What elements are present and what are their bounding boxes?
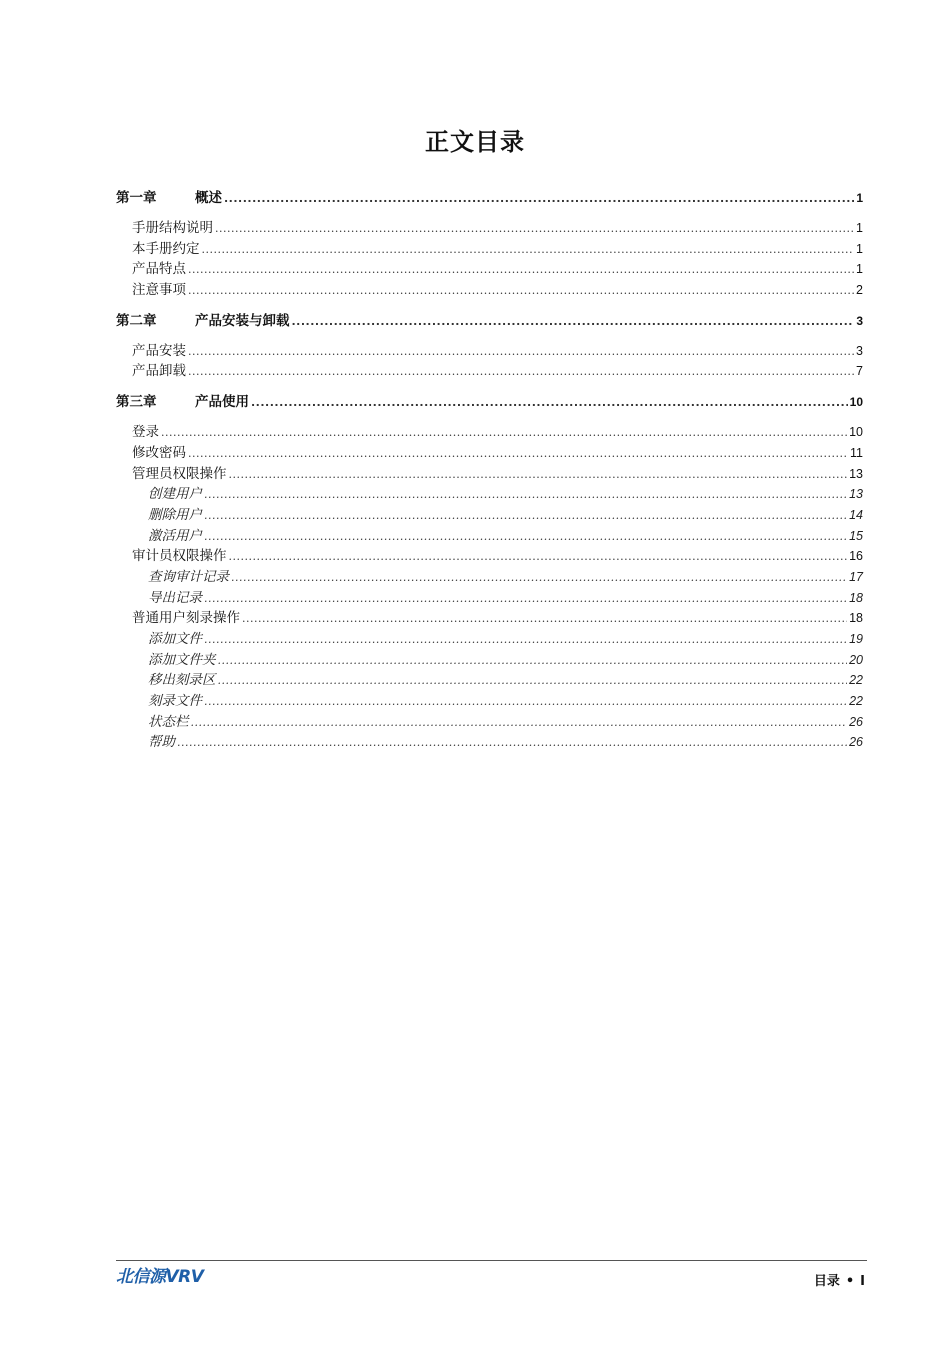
dot-leader — [202, 243, 855, 256]
toc-section[interactable] — [116, 339, 863, 360]
dot-leader — [218, 654, 848, 667]
toc-subsection[interactable] — [116, 586, 863, 607]
toc-subsection[interactable] — [116, 627, 863, 648]
toc-section[interactable] — [116, 420, 863, 441]
subsection-title: 导出记录 — [148, 589, 202, 606]
chapter-number: 第一章 — [116, 190, 157, 206]
toc-section[interactable] — [116, 462, 863, 483]
toc-subsection[interactable] — [116, 689, 863, 710]
dot-leader — [188, 263, 854, 276]
toc-section[interactable] — [116, 278, 863, 299]
dot-leader — [204, 488, 847, 501]
dot-leader — [188, 345, 854, 358]
toc-subsection[interactable] — [116, 524, 863, 545]
dot-leader — [231, 571, 847, 584]
subsection-title: 移出刻录区 — [148, 672, 216, 689]
footer-divider — [116, 1260, 867, 1261]
page-number: 15 — [849, 528, 863, 543]
section-title: 手册结构说明 — [132, 220, 213, 236]
footer-page-number: I — [860, 1274, 865, 1289]
page-number: 13 — [849, 487, 863, 502]
footer-section-label: 目录 — [813, 1274, 840, 1289]
dot-leader — [229, 550, 848, 563]
section-title: 本手册约定 — [132, 240, 200, 257]
table-of-contents — [116, 186, 863, 751]
page-number: 19 — [849, 632, 863, 646]
subsection-title: 添加文件 — [148, 631, 202, 647]
dot-leader — [292, 315, 855, 328]
page-number: 20 — [849, 652, 863, 667]
dot-leader — [204, 530, 847, 543]
toc-section[interactable] — [116, 237, 863, 258]
page-number: 1 — [856, 191, 863, 205]
page-number: 22 — [849, 673, 863, 688]
page-number: 18 — [849, 611, 863, 626]
section-title: 注意事项 — [132, 282, 186, 299]
footer-page-label — [814, 1270, 865, 1289]
page-number: 11 — [850, 445, 863, 460]
subsection-title: 创建用户 — [148, 486, 202, 503]
subsection-title: 查询审计记录 — [148, 568, 229, 585]
page-title: 正文目录 — [425, 128, 525, 156]
page-number: 16 — [849, 549, 863, 564]
page-number: 10 — [849, 425, 863, 440]
section-title: 审计员权限操作 — [132, 548, 227, 565]
page-number: 3 — [856, 313, 863, 328]
section-title: 管理员权限操作 — [132, 465, 227, 482]
brand-logo: 北信源VRV — [116, 1267, 204, 1287]
page-number: 14 — [849, 507, 863, 522]
toc-subsection[interactable] — [116, 565, 863, 586]
dot-leader — [229, 468, 848, 481]
dot-leader — [191, 716, 848, 729]
section-title: 产品卸载 — [132, 363, 186, 380]
toc-section[interactable] — [116, 359, 863, 380]
section-title: 产品特点 — [132, 261, 186, 278]
page-number: 26 — [849, 714, 863, 729]
chapter-number: 第二章 — [116, 312, 157, 329]
page-number: 1 — [856, 221, 863, 235]
page-number: 1 — [856, 241, 863, 256]
toc-section[interactable] — [116, 441, 863, 462]
dot-leader — [188, 365, 854, 378]
dot-leader — [188, 284, 854, 297]
page-number: 17 — [849, 569, 863, 584]
subsection-title: 激活用户 — [148, 527, 202, 544]
page-number: 1 — [856, 262, 863, 277]
chapter-title: 产品使用 — [195, 394, 249, 411]
dot-leader — [204, 695, 847, 708]
toc-subsection[interactable] — [116, 730, 863, 751]
dot-leader — [204, 509, 847, 522]
toc-section[interactable] — [116, 606, 863, 627]
toc-subsection[interactable] — [116, 710, 863, 731]
toc-chapter-2[interactable] — [116, 309, 863, 330]
toc-subsection[interactable] — [116, 668, 863, 689]
dot-leader — [188, 447, 848, 460]
dot-leader — [218, 674, 848, 687]
toc-section[interactable] — [116, 216, 863, 237]
subsection-title: 帮助 — [148, 734, 175, 751]
toc-section[interactable] — [116, 544, 863, 565]
toc-chapter-1[interactable] — [116, 186, 863, 207]
chapter-title: 概述 — [195, 190, 222, 206]
toc-subsection[interactable] — [116, 648, 863, 669]
dot-leader — [177, 736, 847, 749]
dot-leader — [204, 633, 847, 646]
toc-subsection[interactable] — [116, 503, 863, 524]
chapter-number: 第三章 — [116, 394, 157, 411]
section-title: 产品安装 — [132, 342, 186, 359]
subsection-title: 刻录文件 — [148, 693, 202, 710]
bullet-icon: • — [845, 1274, 855, 1289]
toc-chapter-3[interactable] — [116, 390, 863, 411]
dot-leader — [161, 426, 847, 439]
section-title: 登录 — [132, 424, 159, 441]
page-number: 10 — [849, 395, 863, 410]
page-number: 2 — [856, 283, 863, 298]
dot-leader — [251, 396, 848, 409]
subsection-title: 状态栏 — [148, 713, 189, 730]
page-number: 18 — [849, 590, 863, 605]
toc-section[interactable] — [116, 257, 863, 278]
dot-leader — [215, 222, 854, 235]
toc-subsection[interactable] — [116, 482, 863, 503]
page-number: 26 — [849, 735, 863, 750]
dot-leader — [204, 592, 847, 605]
dot-leader — [242, 612, 847, 625]
section-title: 修改密码 — [132, 444, 186, 461]
page-number: 7 — [856, 364, 863, 379]
chapter-title: 产品安装与卸载 — [195, 312, 290, 329]
page-number: 13 — [849, 466, 863, 481]
page-number: 3 — [856, 343, 863, 358]
page-number: 22 — [849, 694, 863, 709]
section-title: 普通用户刻录操作 — [132, 610, 240, 627]
dot-leader — [224, 192, 854, 205]
subsection-title: 添加文件夹 — [148, 651, 216, 668]
subsection-title: 删除用户 — [148, 506, 202, 523]
